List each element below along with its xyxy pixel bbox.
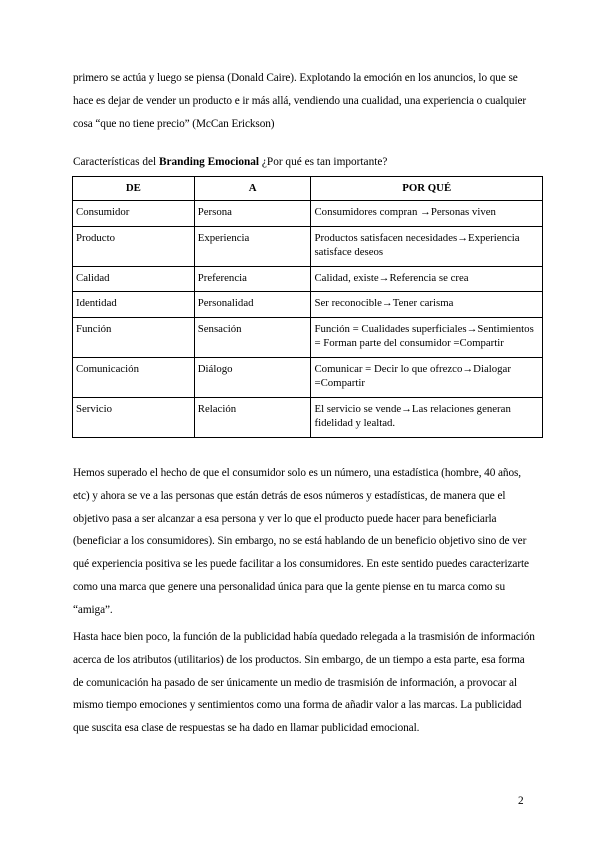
- cell-a: Diálogo: [194, 357, 311, 397]
- cell-por-que: Consumidores compran →Personas viven: [311, 201, 543, 227]
- caption-bold-term: Branding Emocional: [158, 156, 260, 168]
- table-row: [73, 226, 543, 266]
- table-header-row: [73, 177, 543, 201]
- header-por-que: POR QUÉ: [311, 177, 543, 201]
- cell-a: Relación: [194, 397, 311, 437]
- table-caption: [73, 152, 387, 172]
- cell-por-que: Calidad, existe→Referencia se crea: [311, 266, 543, 292]
- table-row: [73, 292, 543, 318]
- caption-text-before: Características del: [73, 156, 159, 168]
- cell-de: Calidad: [73, 266, 195, 292]
- cell-a: Sensación: [194, 317, 311, 357]
- table-row: [73, 201, 543, 227]
- cell-por-que: El servicio se vende→Las relaciones generan fidelidad y lealtad.: [311, 397, 543, 437]
- table-row: [73, 357, 543, 397]
- cell-por-que: Comunicar = Decir lo que ofrezco→Dialogar =Compartir: [311, 357, 543, 397]
- cell-de: Servicio: [73, 397, 195, 437]
- cell-de: Identidad: [73, 292, 195, 318]
- body-paragraph-consumer: Hemos superado el hecho de que el consumidor solo es un número, una estadística (hombre, 40 años, etc) y ahora se ve a las personas que están detrás de esos números y estadísticas, de manera que el objetivo pasa a ser alcanzar a esa persona y ver lo que el producto puede hacer para beneficiarla (beneficiar a los consumidores). Sin embargo, no se está hablando de un beneficio objetivo sino de ver qué experiencia positiva se les puede facilitar a los consumidores. En este sentido puedes caracterizarte como una marca que genere una personalidad única para que la gente piense en tu marca como su “amiga”.: [73, 467, 529, 616]
- branding-table: [72, 176, 543, 438]
- cell-por-que: Función = Cualidades superficiales→Sentimientos = Forman parte del consumidor =Compartir: [311, 317, 543, 357]
- cell-por-que: Productos satisfacen necesidades→Experiencia satisface deseos: [311, 226, 543, 266]
- table-row: [73, 397, 543, 437]
- table-row: [73, 317, 543, 357]
- cell-de: Comunicación: [73, 357, 195, 397]
- intro-paragraph: primero se actúa y luego se piensa (Donald Caire). Explotando la emoción en los anuncios, lo que se hace es dejar de vender un producto e ir más allá, vendiendo una cualidad, una experiencia o cualquier cosa “que no tiene precio” (McCan Erickson): [73, 72, 527, 130]
- table-row: [73, 266, 543, 292]
- cell-de: Consumidor: [73, 201, 195, 227]
- cell-a: Personalidad: [194, 292, 311, 318]
- body-paragraph-advertising: Hasta hace bien poco, la función de la publicidad había quedado relegada a la trasmisión de información acerca de los atributos (utilitarios) de los productos. Sin embargo, de un tiempo a esta parte, esa forma de comunicación ha pasado de ser únicamente un medio de trasmisión de información, a provocar al mismo tiempo emociones y sentimientos como una forma de añadir valor a las marcas. La publicidad que suscita esa clase de respuestas se ha dado en llamar publicidad emocional.: [73, 631, 535, 735]
- caption-text-after: ¿Por qué es tan importante?: [259, 156, 388, 168]
- cell-por-que: Ser reconocible→Tener carisma: [311, 292, 543, 318]
- page-number: 2: [518, 795, 524, 807]
- header-de: DE: [73, 177, 195, 201]
- header-a: A: [194, 177, 311, 201]
- cell-de: Función: [73, 317, 195, 357]
- cell-a: Persona: [194, 201, 311, 227]
- cell-a: Experiencia: [194, 226, 311, 266]
- cell-de: Producto: [73, 226, 195, 266]
- cell-a: Preferencia: [194, 266, 311, 292]
